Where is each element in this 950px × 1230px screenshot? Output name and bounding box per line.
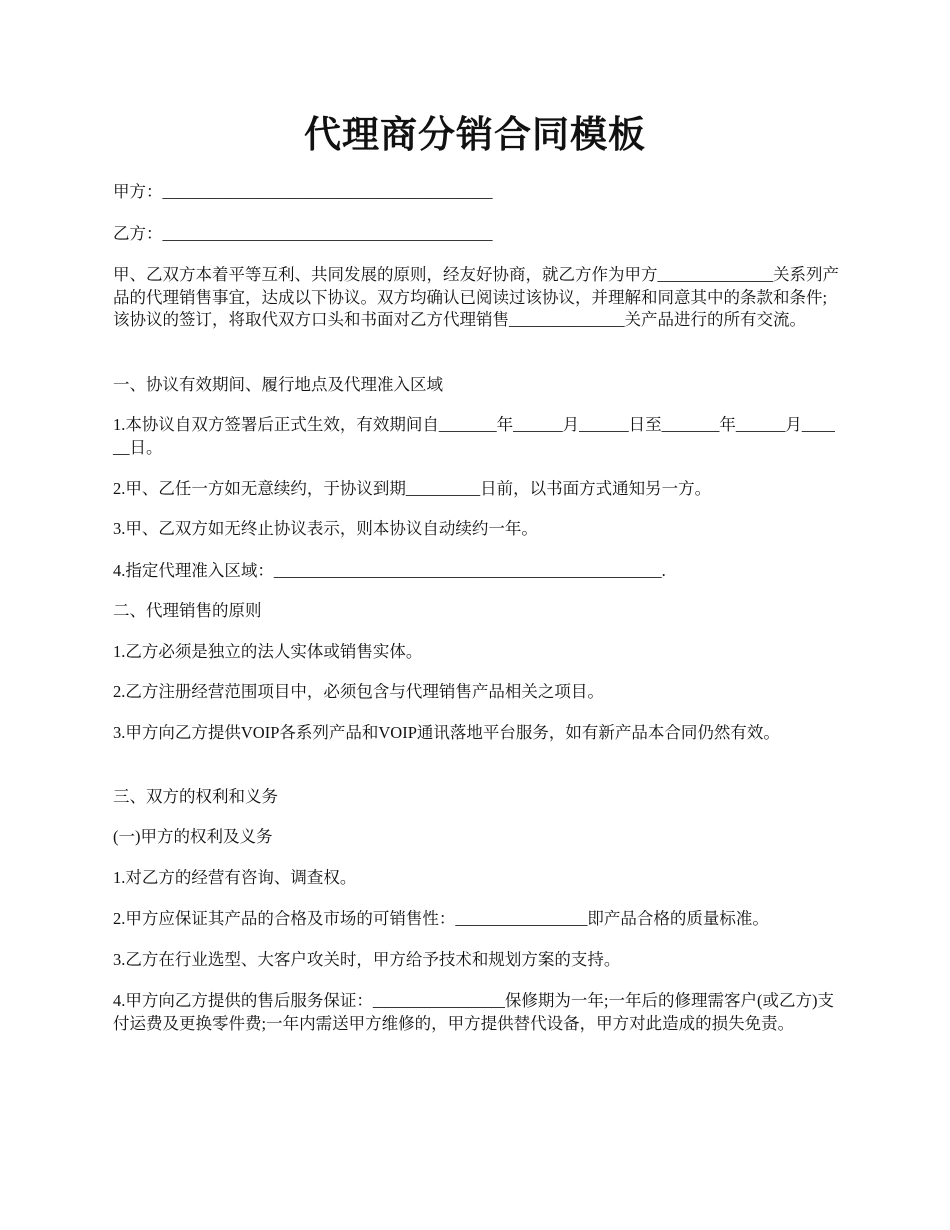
clause-3-1-4: 4.甲方向乙方提供的售后服务保证：________________保修期为一年;一年后的修理需客户(或乙方)支付运费及更换零件费;一年内需送甲方维修的，甲方提供替代设备，甲方对此造成的损失免责。 — [113, 991, 834, 1033]
clause-2-1: 1.乙方必须是独立的法人实体或销售实体。 — [113, 642, 423, 661]
section-2-heading: 二、代理销售的原则 — [113, 601, 262, 620]
party-a-line: 甲方：________________________________________ — [113, 182, 493, 201]
preamble-paragraph: 甲、乙双方本着平等互利、共同发展的原则，经友好协商，就乙方作为甲方______________关系列产品的代理销售事宜，达成以下协议。双方均确认已阅读过该协议，并理解和同意其中的条款和条件;该协议的签订，将取代双方口头和书面对乙方代理销售______________关产品进行的所有交流。 — [113, 265, 839, 329]
clause-2-3: 3.甲方向乙方提供VOIP各系列产品和VOIP通讯落地平台服务，如有新产品本合同仍然有效。 — [113, 723, 780, 742]
clause-1-3: 3.甲、乙双方如无终止协议表示，则本协议自动续约一年。 — [113, 519, 538, 538]
document-title: 代理商分销合同模板 — [304, 115, 646, 156]
subsection-3-1-heading: (一)甲方的权利及义务 — [113, 827, 273, 846]
clause-3-1-1: 1.对乙方的经营有咨询、调查权。 — [113, 868, 357, 887]
clause-3-1-3: 3.乙方在行业选型、大客户攻关时，甲方给予技术和规划方案的支持。 — [113, 950, 621, 969]
party-b-line: 乙方：________________________________________ — [113, 224, 493, 243]
section-1-heading: 一、协议有效期间、履行地点及代理准入区域 — [113, 375, 443, 394]
section-3-heading: 三、双方的权利和义务 — [113, 787, 278, 806]
clause-2-2: 2.乙方注册经营范围项目中，必须包含与代理销售产品相关之项目。 — [113, 682, 604, 701]
clause-1-1: 1.本协议自双方签署后正式生效，有效期间自_______年______月______日至_______年______月______日。 — [113, 415, 835, 457]
clause-3-1-2: 2.甲方应保证其产品的合格及市场的可销售性：________________即产品合格的质量标准。 — [113, 909, 769, 928]
clause-1-4: 4.指定代理准入区域：_______________________________________________. — [113, 561, 666, 580]
clause-1-2: 2.甲、乙任一方如无意续约，于协议到期_________日前，以书面方式通知另一方。 — [113, 479, 712, 498]
